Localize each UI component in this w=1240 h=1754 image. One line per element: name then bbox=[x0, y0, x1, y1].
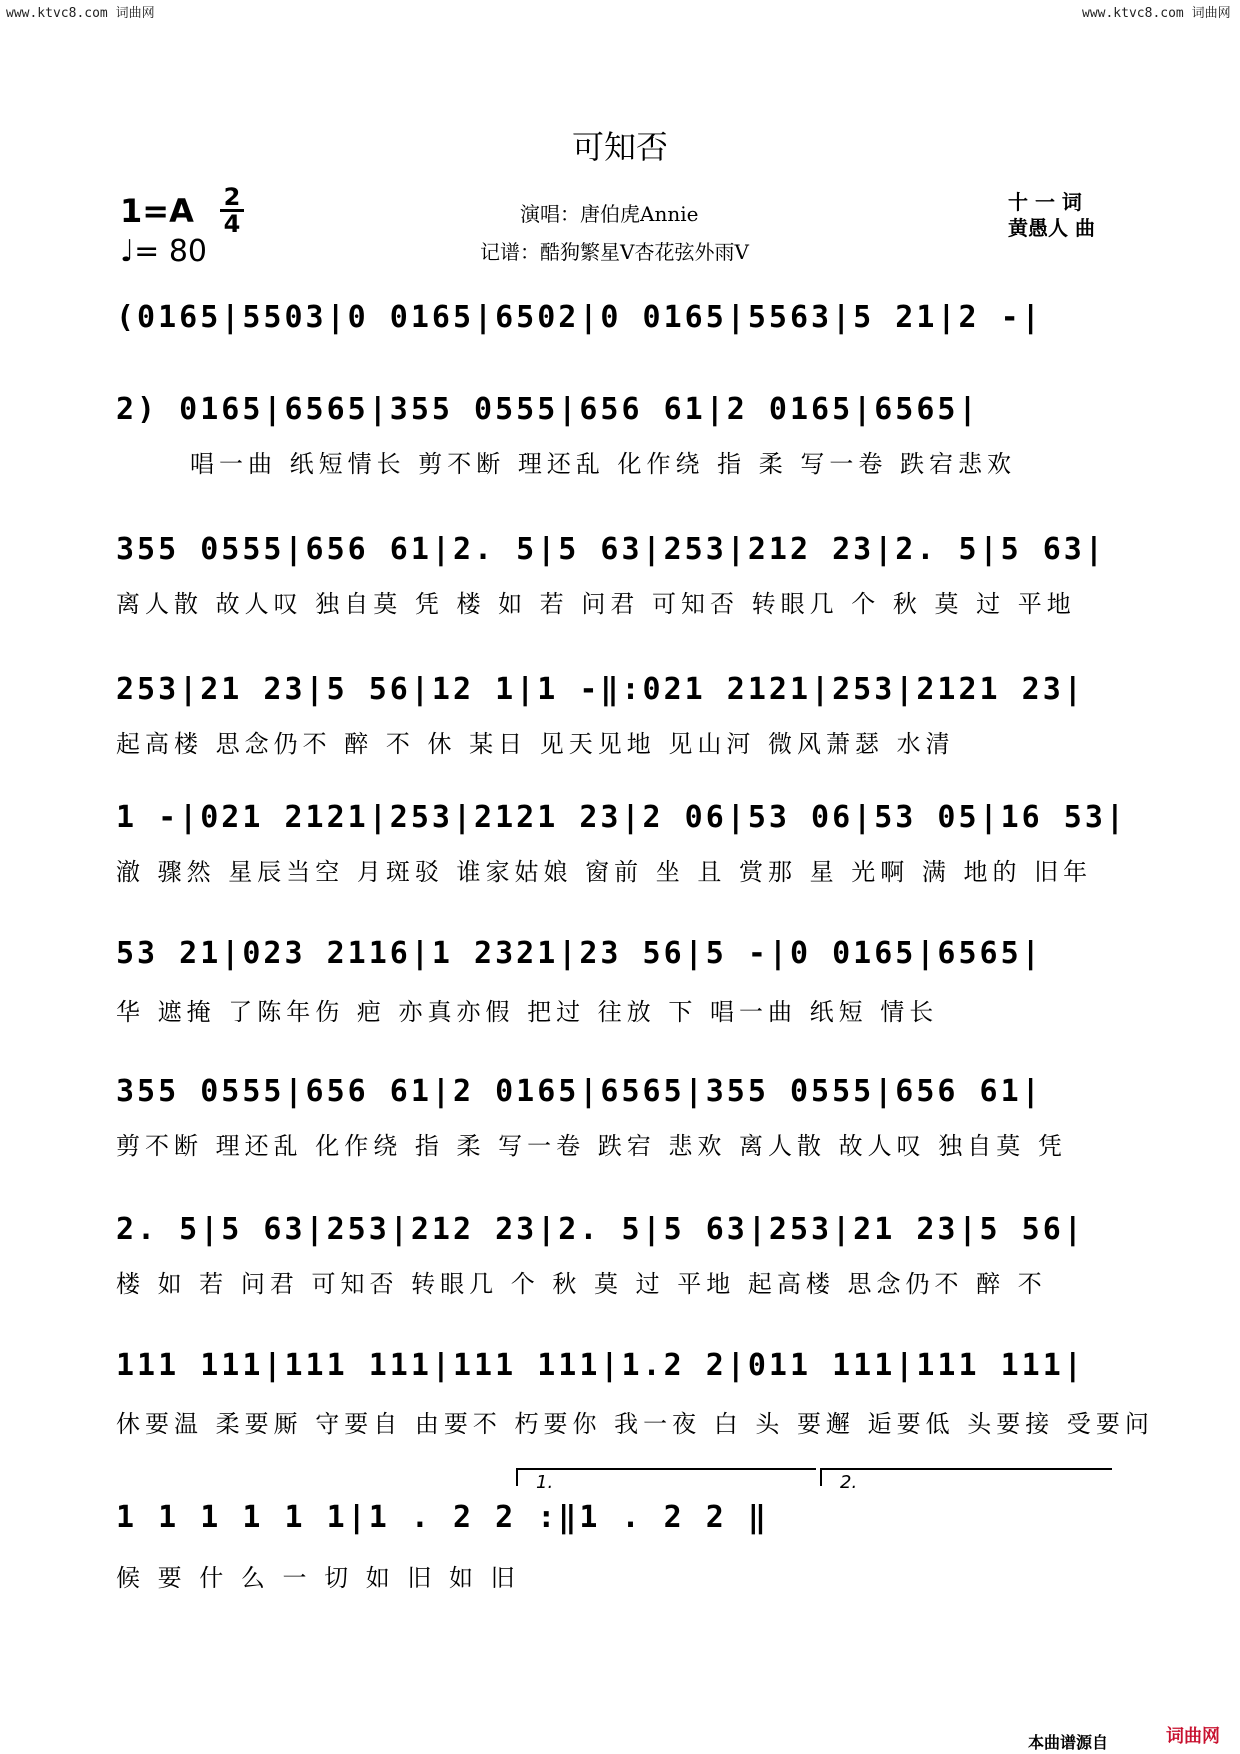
score-row-lyrics: 候 要 什 么 一 切 如 旧 如 旧 bbox=[116, 1564, 520, 1592]
time-signature-denominator: 4 bbox=[223, 210, 241, 238]
score-row-lyrics: 华 遮掩 了陈年伤 疤 亦真亦假 把过 往放 下 唱一曲 纸短 情长 bbox=[116, 998, 939, 1026]
composer-credit: 黄愚人 曲 bbox=[1008, 216, 1095, 240]
score-row-music: 53 21|023 2116|1 2321|23 56|5 -|0 0165|6565| bbox=[116, 936, 1043, 971]
score-row-lyrics: 澈 骤然 星辰当空 月斑驳 谁家姑娘 窗前 坐 且 赏那 星 光啊 满 地的 旧年 bbox=[116, 858, 1093, 886]
second-ending-label: 2. bbox=[840, 1472, 858, 1493]
score-row-music: 2) 0165|6565|355 0555|656 61|2 0165|6565| bbox=[116, 392, 980, 427]
score-row-music: 2. 5|5 63|253|212 23|2. 5|5 63|253|21 23|5 56| bbox=[116, 1212, 1085, 1247]
score-row-lyrics: 起高楼 思念仍不 醉 不 休 某日 见天见地 见山河 微风萧瑟 水清 bbox=[116, 730, 955, 758]
score-row-music: 1 -|021 2121|253|2121 23|2 06|53 06|53 05|16 53| bbox=[116, 800, 1127, 835]
score-row-lyrics: 唱一曲 纸短情长 剪不断 理还乱 化作绕 指 柔 写一卷 跌宕悲欢 bbox=[190, 450, 1017, 478]
key-signature: 1=A bbox=[120, 192, 194, 230]
first-ending-label: 1. bbox=[536, 1472, 554, 1493]
score-row-music: 253|21 23|5 56|12 1|1 -‖:021 2121|253|2121 23| bbox=[116, 672, 1085, 707]
score-row-lyrics: 休要温 柔要厮 守要自 由要不 朽要你 我一夜 白 头 要邂 逅要低 头要接 受要问 bbox=[116, 1410, 1154, 1438]
score-row-music: 111 111|111 111|111 111|1.2 2|011 111|111 111| bbox=[116, 1348, 1085, 1383]
lyricist-credit: 十 一 词 bbox=[1008, 190, 1082, 214]
site-url-right: www.ktvc8.com 词曲网 bbox=[1082, 6, 1231, 21]
source-note: 本曲谱源自 bbox=[1028, 1733, 1109, 1752]
score-row-lyrics: 楼 如 若 问君 可知否 转眼几 个 秋 莫 过 平地 起高楼 思念仍不 醉 不 bbox=[116, 1270, 1047, 1298]
score-row-music: (0165|5503|0 0165|6502|0 0165|5563|5 21|2 -| bbox=[116, 300, 1043, 335]
score-row-music: 1 1 1 1 1 1|1 . 2 2 :‖1 . 2 2 ‖ bbox=[116, 1500, 769, 1535]
transcriber-credit: 记谱：酷狗繁星V杏花弦外雨V bbox=[480, 240, 749, 264]
first-ending-bracket bbox=[516, 1468, 816, 1470]
second-ending-bracket bbox=[820, 1468, 1112, 1470]
score-row-lyrics: 剪不断 理还乱 化作绕 指 柔 写一卷 跌宕 悲欢 离人散 故人叹 独自莫 凭 bbox=[116, 1132, 1067, 1160]
score-row-music: 355 0555|656 61|2. 5|5 63|253|212 23|2. 5|5 63| bbox=[116, 532, 1106, 567]
tempo-marking: ♩= 80 bbox=[120, 234, 207, 269]
time-signature bbox=[220, 183, 244, 238]
score-row-lyrics: 离人散 故人叹 独自莫 凭 楼 如 若 问君 可知否 转眼几 个 秋 莫 过 平地 bbox=[116, 590, 1076, 618]
brand-badge: 词曲网 bbox=[1166, 1726, 1220, 1747]
score-row-music: 355 0555|656 61|2 0165|6565|355 0555|656 61| bbox=[116, 1074, 1043, 1109]
song-title: 可知否 bbox=[571, 128, 668, 166]
site-url-left: www.ktvc8.com 词曲网 bbox=[6, 6, 155, 21]
time-signature-numerator: 2 bbox=[223, 183, 241, 211]
singer-credit: 演唱：唐伯虎Annie bbox=[520, 202, 699, 226]
